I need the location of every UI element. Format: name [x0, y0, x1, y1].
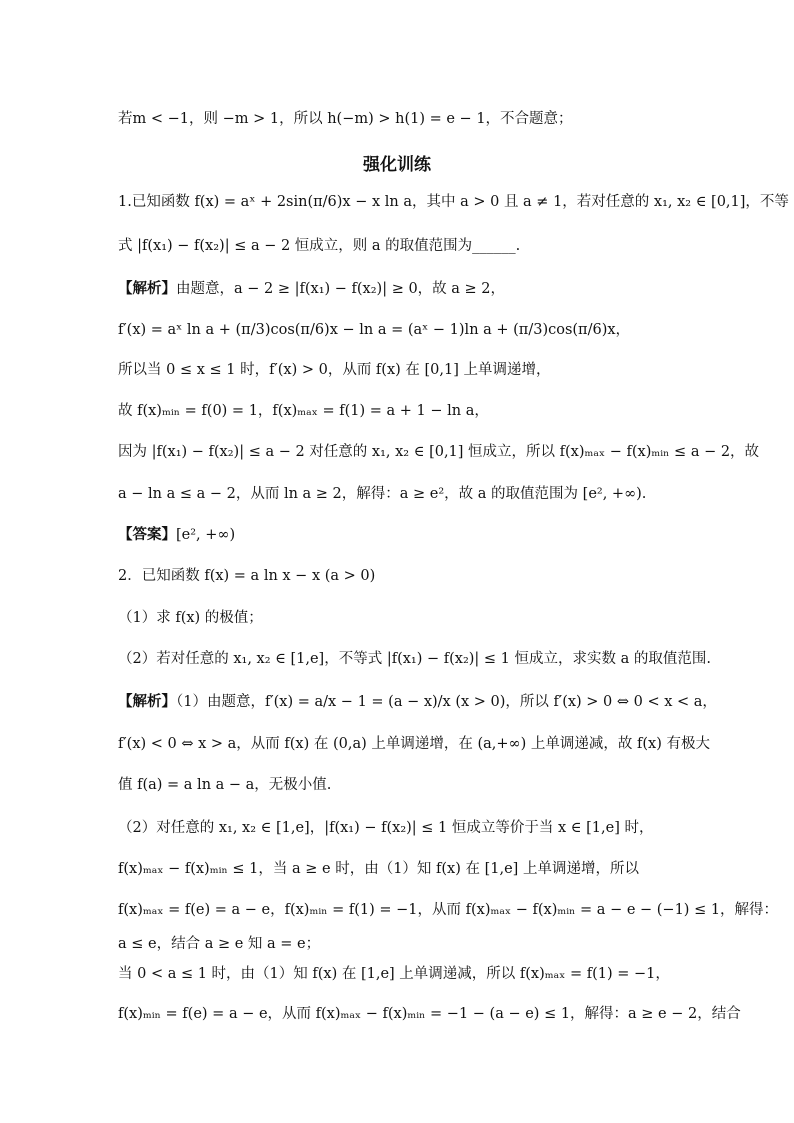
- text-span: 由题意，a − 2 ≥ |f(x₁) − f(x₂)| ≥ 0，故 a ≥ 2，: [176, 281, 506, 297]
- text-line: f(x)ₘᵢₙ = f(e) = a − e，从而 f(x)ₘₐₓ − f(x)ₘᵢₙ = −1 − (a − e) ≤ 1，解得：a ≥ e − 2，结合: [118, 1006, 741, 1022]
- text-line: （1）求 f(x) 的极值；: [118, 610, 263, 626]
- answer-label: 【答案】: [118, 527, 176, 543]
- analysis-label: 【解析】: [118, 694, 176, 710]
- text-line: 所以当 0 ≤ x ≤ 1 时，f′(x) > 0，从而 f(x) 在 [0,1] 上单调递增，: [118, 362, 551, 378]
- text-line: f(x)ₘₐₓ = f(e) = a − e，f(x)ₘᵢₙ = f(1) = −1，从而 f(x)ₘₐₓ − f(x)ₘᵢₙ = a − e − (−1) ≤ 1，解得：: [118, 902, 779, 918]
- text-line: a − ln a ≤ a − 2，从而 ln a ≥ 2，解得：a ≥ e²，故 a 的取值范围为 [e², +∞).: [118, 486, 647, 502]
- answer-line: [118, 523, 235, 544]
- section-title: 强化训练: [363, 155, 431, 175]
- analysis-label: 【解析】: [118, 281, 176, 297]
- analysis-line: [118, 690, 717, 711]
- text-span: [e², +∞): [176, 527, 236, 543]
- text-line: f′(x) < 0 ⇔ x > a，从而 f(x) 在 (0,a) 上单调递增，在 (a,+∞) 上单调递减，故 f(x) 有极大: [118, 736, 710, 752]
- text-line: f′(x) = aˣ ln a + (π/3)cos(π/6)x − ln a = (aˣ − 1)ln a + (π/3)cos(π/6)x，: [118, 322, 631, 338]
- text-line: f(x)ₘₐₓ − f(x)ₘᵢₙ ≤ 1，当 a ≥ e 时，由（1）知 f(x) 在 [1,e] 上单调递增，所以: [118, 861, 639, 877]
- text-line: （2）若对任意的 x₁, x₂ ∈ [1,e]，不等式 |f(x₁) − f(x₂)| ≤ 1 恒成立，求实数 a 的取值范围.: [118, 651, 711, 667]
- text-line: 因为 |f(x₁) − f(x₂)| ≤ a − 2 对任意的 x₁, x₂ ∈ [0,1] 恒成立，所以 f(x)ₘₐₓ − f(x)ₘᵢₙ ≤ a − 2，故: [118, 444, 760, 460]
- text-line: 值 f(a) = a ln a − a，无极小值.: [118, 777, 332, 793]
- text-line: 若m < −1，则 −m > 1，所以 h(−m) > h(1) = e − 1，不合题意；: [118, 111, 573, 127]
- text-line: a ≤ e，结合 a ≥ e 知 a = e；: [118, 936, 321, 952]
- text-line: 2．已知函数 f(x) = a ln x − x (a > 0): [118, 568, 376, 584]
- text-line: 式 |f(x₁) − f(x₂)| ≤ a − 2 恒成立，则 a 的取值范围为______.: [118, 238, 521, 254]
- text-line: 1.已知函数 f(x) = aˣ + 2sin(π/6)x − x ln a，其中 a > 0 且 a ≠ 1，若对任意的 x₁, x₂ ∈ [0,1]，不等: [118, 194, 789, 210]
- text-line: （2）对任意的 x₁, x₂ ∈ [1,e]，|f(x₁) − f(x₂)| ≤ 1 恒成立等价于当 x ∈ [1,e] 时，: [118, 820, 654, 836]
- text-span: （1）由题意，f′(x) = a/x − 1 = (a − x)/x (x > 0)，所以 f′(x) > 0 ⇔ 0 < x < a，: [176, 694, 717, 710]
- analysis-line: [118, 277, 505, 298]
- text-line: 当 0 < a ≤ 1 时，由（1）知 f(x) 在 [1,e] 上单调递减，所以 f(x)ₘₐₓ = f(1) = −1，: [118, 966, 670, 982]
- text-line: 故 f(x)ₘᵢₙ = f(0) = 1，f(x)ₘₐₓ = f(1) = a + 1 − ln a，: [118, 403, 489, 419]
